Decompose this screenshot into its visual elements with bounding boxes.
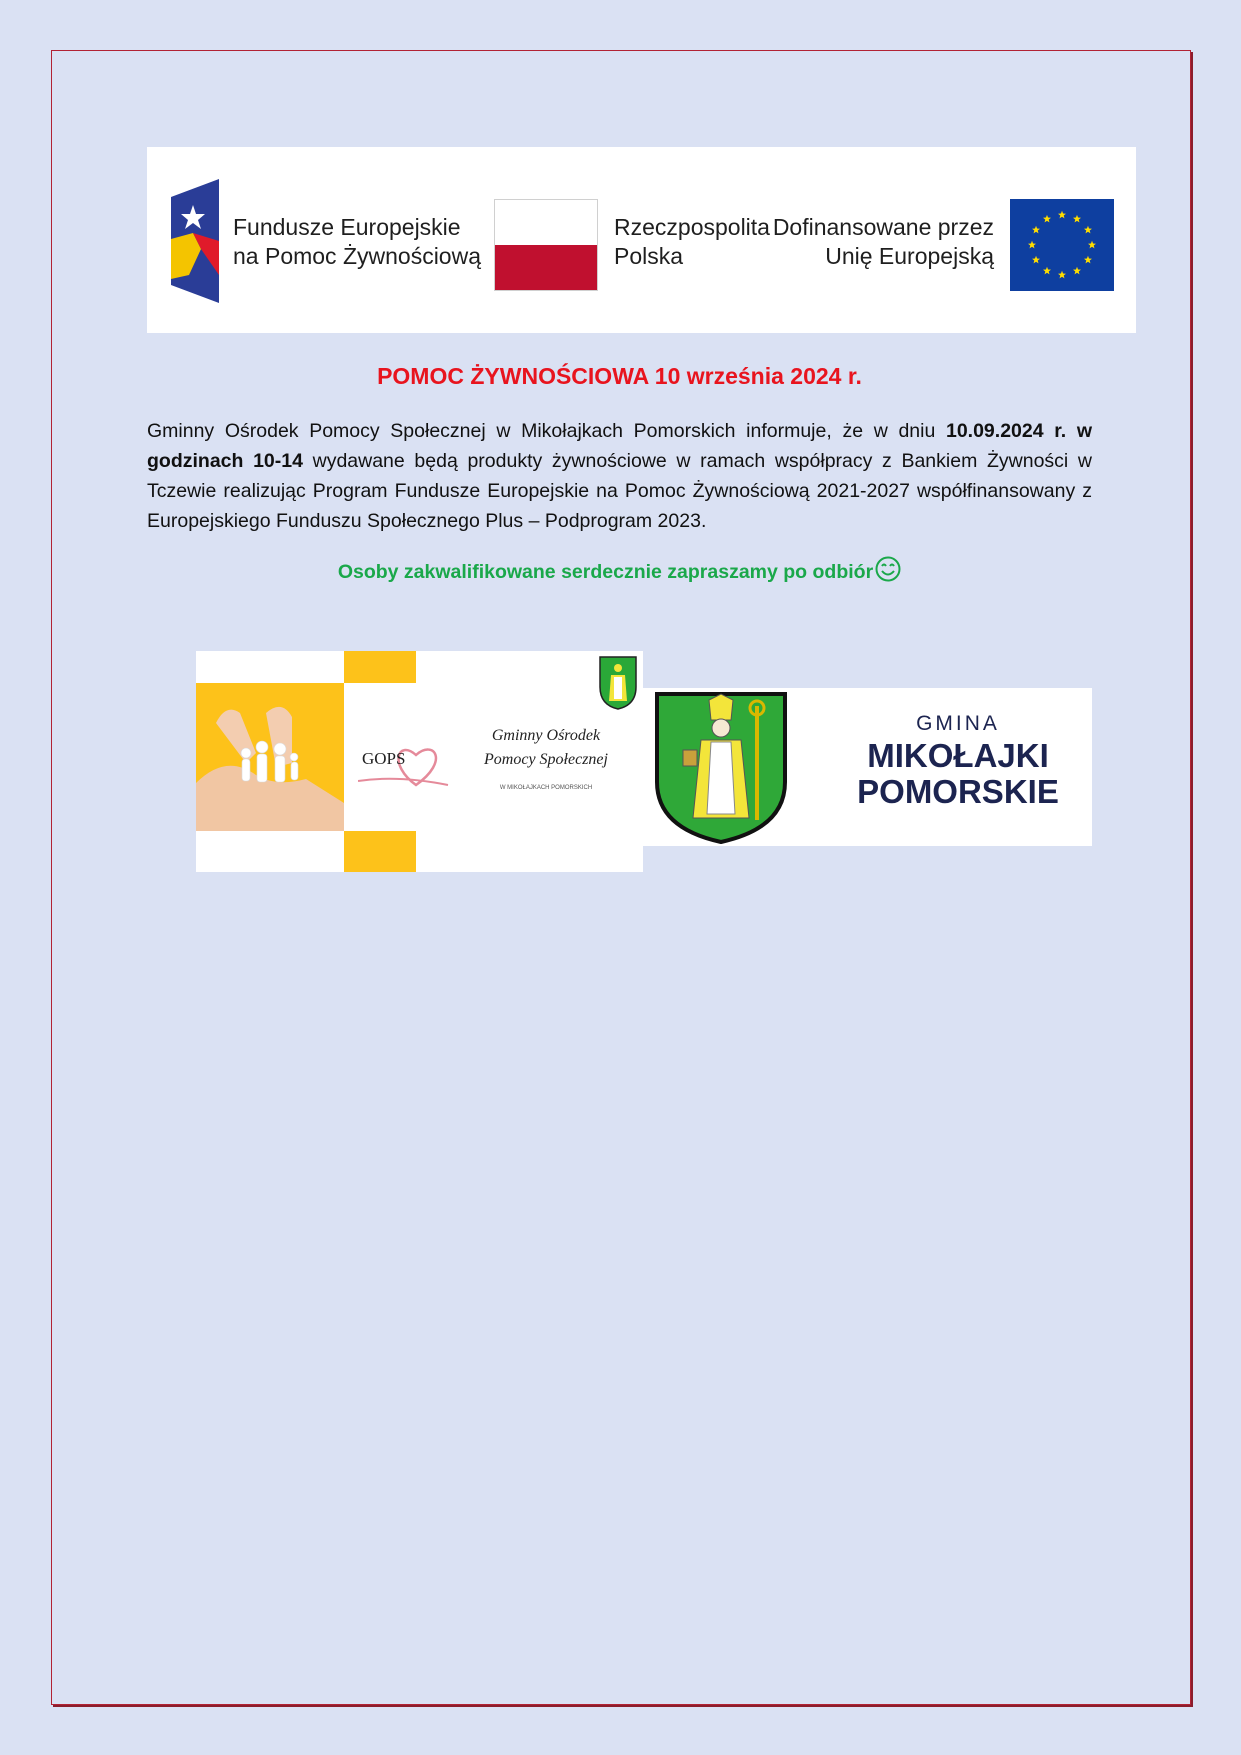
logo-bar [147,147,1136,333]
eu-star [1073,267,1081,275]
eu-star [1043,215,1051,223]
eu-star [1058,271,1066,279]
eu-star [1032,226,1040,234]
fe-logo-line2: na Pomoc Żywnościową [233,243,481,269]
eu-logo-text [773,213,994,271]
polish-flag-icon [494,199,598,291]
gmina-name-line2: POMORSKIE [857,773,1059,810]
pl-logo-line2: Polska [614,243,684,269]
eu-star [1028,241,1036,249]
fe-logo-line1: Fundusze Europejskie [233,214,461,240]
invite-text [147,556,1092,584]
eu-star [1084,256,1092,264]
announcement-part2: wydawane będą produkty żywnościowe w ramach współpracy z Bankiem Żywności w Tczewie realizując Program Fundusze Europejskie na Pomoc Żywnościową 2021-2027 współfinansowany z Europejskiego Funduszu Społecznego Plus – Podprogram 2023. [147,450,1092,532]
eu-star [1032,256,1040,264]
hands-family-icon [196,683,344,831]
pl-logo-text [614,213,770,271]
invite-label: Osoby zakwalifikowane serdecznie zapraszamy po odbiór [337,561,874,583]
eu-flag-icon [1010,199,1114,291]
gops-logo-word: GOPS [362,749,406,768]
gmina-banner [643,688,1092,846]
eu-star [1073,215,1081,223]
gmina-name [833,738,1083,810]
fe-logo-icon [171,179,219,303]
eu-star [1058,211,1066,219]
gmina-label: GMINA [916,712,1000,735]
mini-crest-icon [598,655,638,710]
eu-star [1088,241,1096,249]
gops-banner [196,651,643,872]
eu-logo-line2: Unię Europejską [825,243,994,269]
eu-star [1043,267,1051,275]
fe-logo-text [233,213,481,271]
eu-logo-line1: Dofinansowane przez [772,214,994,240]
pl-logo-line1: Rzeczpospolita [614,214,770,240]
gops-title: Gminny Ośrodek Pomocy Społecznej [484,727,608,768]
page-title: POMOC ŻYWNOŚCIOWA 10 września 2024 r. [377,363,862,389]
eu-star [1084,226,1092,234]
announcement-part1: Gminny Ośrodek Pomocy Społecznej w Mikołajkach Pomorskich informuje, że w dniu [147,420,946,442]
announcement-date-time: 10.09.2024 r. w godzinach 10-14 [147,420,1093,472]
gmina-name-line1: MIKOŁAJKI [867,737,1049,774]
crest-icon [653,690,789,844]
smiley-icon [875,556,901,582]
announcement-text [147,416,1092,536]
gops-subtitle: W MIKOŁAJKACH POMORSKICH [499,785,593,791]
